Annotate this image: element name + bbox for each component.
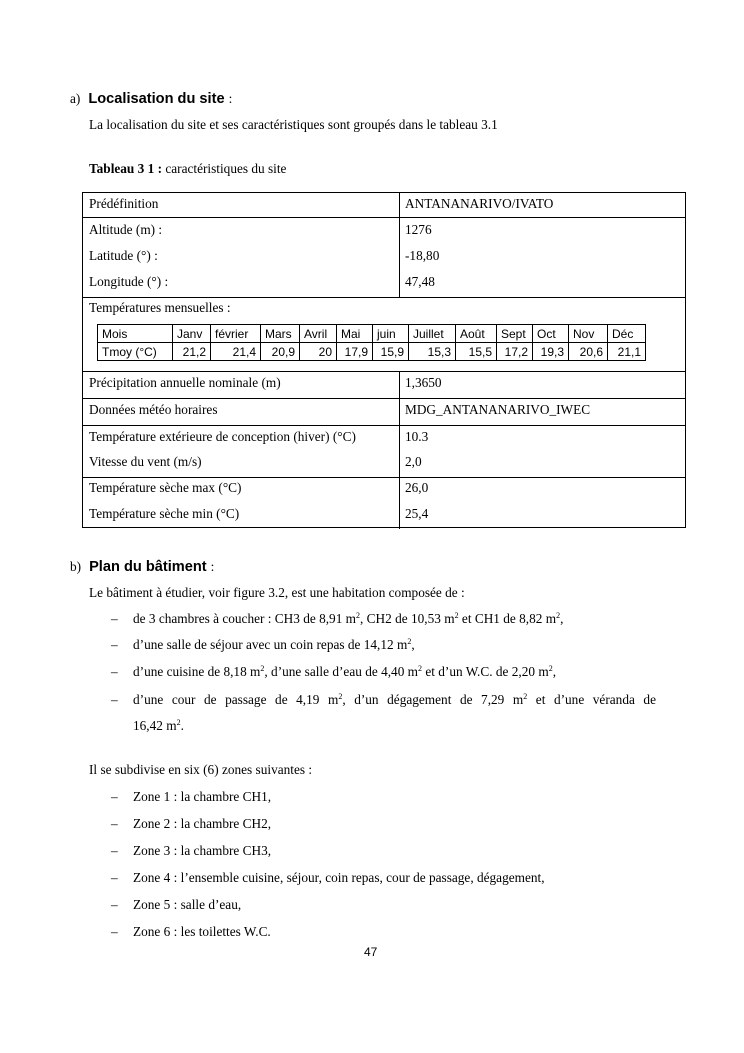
months-row xyxy=(98,325,646,343)
meteo-label: Données météo horaires xyxy=(89,402,218,417)
tmoy-cell: 15,3 xyxy=(409,343,456,361)
section-a-title: Localisation du site xyxy=(88,91,225,107)
month-cell: Oct xyxy=(533,325,569,343)
dash-bullet: – xyxy=(111,924,118,939)
dash-bullet: – xyxy=(111,611,118,626)
latitude-value: -18,80 xyxy=(405,248,440,263)
month-cell: Janv xyxy=(173,325,211,343)
section-b-colon: : xyxy=(210,559,215,574)
section-a-letter: a) xyxy=(70,91,81,106)
bullet-kitchen: d’une cuisine de 8,18 $m^2$, d’une salle d’eau de 4,40 $m^2$ et d’un W.C. de 2,20 $m^2$, xyxy=(133,664,557,679)
tmoy-cell: 15,9 xyxy=(373,343,409,361)
month-cell: Juillet xyxy=(409,325,456,343)
tmoy-cell: 17,9 xyxy=(337,343,373,361)
bullet-bedrooms: de 3 chambres à coucher : CH3 de 8,91 $m^2$, CH2 de 10,53 $m^2$ et CH1 de 8,82 $m^2$, xyxy=(133,611,564,626)
months-header: Mois xyxy=(98,325,173,343)
latitude-label: Latitude (°) : xyxy=(89,248,158,263)
page-number: 47 xyxy=(364,945,378,959)
zone-item: Zone 5 : salle d’eau, xyxy=(133,897,242,912)
tmoy-cell: 21,2 xyxy=(173,343,211,361)
table-caption xyxy=(89,161,286,177)
bullet-courtyard-continued: 16,42 $m^2$. xyxy=(133,718,184,733)
tmin-label: Température sèche min (°C) xyxy=(89,506,240,521)
month-cell: Mars xyxy=(261,325,300,343)
zone-item: Zone 4 : l’ensemble cuisine, séjour, coin repas, cour de passage, dégagement, xyxy=(133,870,545,885)
temp-ext-label: Température extérieure de conception (hiver) (°C) xyxy=(89,429,356,444)
section-b-title: Plan du bâtiment xyxy=(89,559,207,575)
tmoy-row xyxy=(98,343,646,361)
tmoy-cell: 20,6 xyxy=(569,343,608,361)
section-b-intro: Le bâtiment à étudier, voir figure 3.2, est une habitation composée de : xyxy=(89,585,465,600)
zones-intro: Il se subdivise en six (6) zones suivantes : xyxy=(89,762,313,777)
dash-bullet: – xyxy=(111,789,118,804)
zone-item: Zone 1 : la chambre CH1, xyxy=(133,789,272,804)
longitude-value: 47,48 xyxy=(405,274,435,289)
bullet-courtyard: d’une cour de passage de 4,19 $m^2$, d’un dégagement de 7,29 $m^2$ et d’une véranda de xyxy=(133,692,656,707)
tmoy-cell: 20,9 xyxy=(261,343,300,361)
tmoy-cell: 15,5 xyxy=(456,343,497,361)
zone-item: Zone 6 : les toilettes W.C. xyxy=(133,924,271,939)
month-cell: Août xyxy=(456,325,497,343)
dash-bullet: – xyxy=(111,843,118,858)
precipitation-label: Précipitation annuelle nominale (m) xyxy=(89,375,281,390)
month-cell: février xyxy=(211,325,261,343)
month-cell: Nov xyxy=(569,325,608,343)
bullet-living-room: d’une salle de séjour avec un coin repas de 14,12 $m^2$, xyxy=(133,637,415,652)
table-caption-label: Tableau 3 1 : xyxy=(89,161,163,176)
zone-item: Zone 2 : la chambre CH2, xyxy=(133,816,272,831)
altitude-value: 1276 xyxy=(405,222,432,237)
zone-item: Zone 3 : la chambre CH3, xyxy=(133,843,272,858)
section-b-heading xyxy=(70,558,214,576)
section-a-heading xyxy=(70,90,232,108)
month-cell: juin xyxy=(373,325,409,343)
temp-ext-value: 10.3 xyxy=(405,429,429,444)
tmoy-header: Tmoy (°C) xyxy=(98,343,173,361)
dash-bullet: – xyxy=(111,637,118,652)
tmoy-cell: 17,2 xyxy=(497,343,533,361)
month-cell: Sept xyxy=(497,325,533,343)
meteo-value: MDG_ANTANANARIVO_IWEC xyxy=(405,402,591,417)
month-cell: Déc xyxy=(608,325,646,343)
precipitation-value: 1,3650 xyxy=(405,375,442,390)
section-b-letter: b) xyxy=(70,559,82,574)
dash-bullet: – xyxy=(111,692,118,707)
dash-bullet: – xyxy=(111,897,118,912)
tmoy-cell: 20 xyxy=(300,343,337,361)
tmax-label: Température sèche max (°C) xyxy=(89,480,242,495)
tmoy-cell: 21,4 xyxy=(211,343,261,361)
wind-value: 2,0 xyxy=(405,454,422,469)
monthly-temperatures-table xyxy=(97,324,646,361)
tmax-value: 26,0 xyxy=(405,480,429,495)
dash-bullet: – xyxy=(111,870,118,885)
tmin-value: 25,4 xyxy=(405,506,429,521)
table-caption-text: caractéristiques du site xyxy=(162,161,287,176)
predefinition-value: ANTANANARIVO/IVATO xyxy=(405,196,554,211)
temperatures-label: Températures mensuelles : xyxy=(89,300,231,315)
dash-bullet: – xyxy=(111,816,118,831)
tmoy-cell: 21,1 xyxy=(608,343,646,361)
longitude-label: Longitude (°) : xyxy=(89,274,169,289)
section-a-colon: : xyxy=(228,91,233,106)
altitude-label: Altitude (m) : xyxy=(89,222,163,237)
month-cell: Avril xyxy=(300,325,337,343)
predefinition-label: Prédéfinition xyxy=(89,196,159,211)
month-cell: Mai xyxy=(337,325,373,343)
section-a-intro: La localisation du site et ses caractéristiques sont groupés dans le tableau 3.1 xyxy=(89,117,498,132)
dash-bullet: – xyxy=(111,664,118,679)
wind-label: Vitesse du vent (m/s) xyxy=(89,454,202,469)
tmoy-cell: 19,3 xyxy=(533,343,569,361)
